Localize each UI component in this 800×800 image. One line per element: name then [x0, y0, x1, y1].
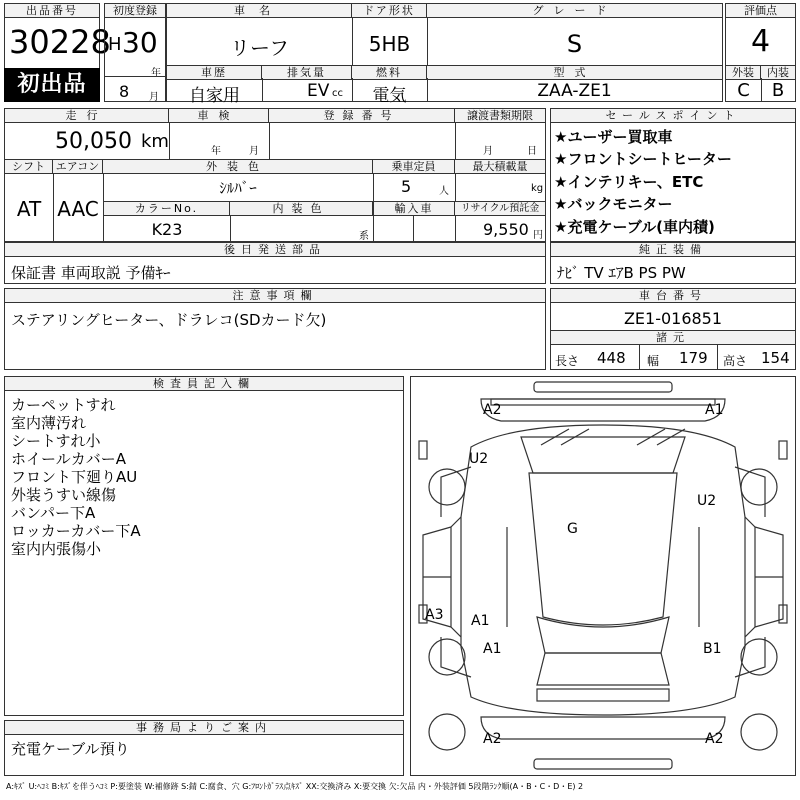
- car-name-label: 車名: [167, 4, 352, 18]
- color-no-label: カラーNo.: [104, 202, 230, 216]
- fuel: 電気: [372, 86, 407, 106]
- damage-mark: A2: [483, 402, 502, 418]
- capacity: 5: [401, 177, 412, 196]
- vehicle-details-grid: [4, 108, 546, 242]
- damage-mark: A2: [483, 731, 502, 747]
- office-label: 事務局よりご案内: [5, 721, 403, 735]
- chassis-number: ZE1-016851: [623, 309, 723, 328]
- width: 179: [679, 349, 708, 367]
- import-label: 輸入車: [374, 202, 455, 216]
- inspector-item: カーペットすれ: [11, 396, 116, 414]
- notes-text: ステアリングヒーター、ドラレコ(SDカード欠): [11, 311, 327, 329]
- score-cell: [725, 3, 796, 102]
- damage-mark: A3: [425, 607, 444, 623]
- month: 8: [119, 82, 130, 101]
- history: 自家用: [189, 86, 240, 106]
- notes-label: 注意事項欄: [5, 289, 545, 303]
- office-box: [4, 720, 404, 776]
- exterior-label: 外装: [726, 65, 761, 80]
- damage-mark: A2: [705, 731, 724, 747]
- office-text: 充電ケーブル預り: [11, 740, 130, 758]
- inspection-month-unit: 月: [249, 146, 259, 157]
- inspector-item: ホイールカバーA: [11, 450, 126, 468]
- damage-mark: G: [567, 521, 578, 537]
- sales-point-item: ★充電ケーブル(車内積): [554, 218, 715, 236]
- recycle-unit: 円: [533, 230, 543, 241]
- ext-color: ｼﾙﾊﾞｰ: [219, 179, 257, 197]
- top-info-grid: [166, 3, 723, 106]
- transfer-deadline-label: 譲渡書類期限: [455, 109, 545, 123]
- color-no: K23: [151, 220, 183, 239]
- fuel-label: 燃料: [352, 65, 427, 80]
- grade: S: [566, 30, 583, 58]
- ext-color-label: 外装色: [103, 160, 373, 174]
- ac-label: エアコン: [53, 160, 103, 174]
- registration-cell: [104, 3, 166, 102]
- inspection-label: 車検: [169, 109, 269, 123]
- sales-point-item: ★フロントシートヒーター: [554, 150, 732, 168]
- door-type: 5HB: [368, 32, 411, 56]
- load-unit: kg: [531, 183, 544, 194]
- grade-label: グレード: [427, 4, 722, 18]
- later-parts-text: 保証書 車両取説 予備ｷｰ: [11, 264, 171, 282]
- chassis-box: [550, 288, 796, 370]
- first-listing-badge: 初出品: [4, 68, 100, 102]
- inspector-label: 検査員記入欄: [5, 377, 403, 391]
- damage-mark: U2: [469, 451, 489, 467]
- chassis-label: 車台番号: [551, 289, 795, 303]
- damage-mark: B1: [703, 641, 722, 657]
- lot-number: 30228: [9, 23, 111, 61]
- sales-points-label: セールスポイント: [551, 109, 795, 123]
- equipment-box: [550, 242, 796, 284]
- damage-mark: A1: [471, 613, 490, 629]
- height-label: 高さ: [723, 354, 748, 368]
- damage-mark: A1: [483, 641, 502, 657]
- capacity-label: 乗車定員: [373, 160, 455, 174]
- capacity-unit: 人: [439, 186, 449, 197]
- model-label: 型式: [427, 65, 722, 80]
- recycle-label: リサイクル預託金: [455, 202, 545, 216]
- ac: AAC: [57, 197, 99, 221]
- car-diagram: [410, 376, 796, 776]
- transfer-day-unit: 日: [527, 146, 537, 157]
- later-parts-label: 後日発送部品: [5, 243, 545, 257]
- later-parts-box: [4, 242, 546, 284]
- displacement-label: 排気量: [262, 65, 352, 80]
- legend: A:ｷｽﾞ U:ﾍｺﾐ B:ｷｽﾞを伴うﾍｺﾐ P:要塗装 W:補修跡 S:錆 C:腐食、穴 G:ﾌﾛﾝﾄｶﾞﾗｽ点ｷｽﾞ XX:交換済み X:要交換 欠:欠品 内・外装評価 5段階ﾗﾝｸ順(A・B・C・D・E) 2: [6, 782, 584, 791]
- score-label: 評価点: [726, 4, 795, 18]
- height: 154: [761, 349, 790, 367]
- score: 4: [750, 24, 771, 59]
- mileage-label: 走行: [5, 109, 169, 123]
- int-color-unit: 系: [359, 231, 369, 242]
- inspector-item: 外装うすい線傷: [11, 486, 117, 504]
- car-diagram-svg: [411, 377, 795, 775]
- inspector-item: 室内薄汚れ: [11, 414, 87, 432]
- dims-label: 諸元: [551, 330, 795, 345]
- width-label: 幅: [647, 354, 660, 368]
- length: 448: [597, 349, 626, 367]
- sales-point-item: ★バックモニター: [554, 195, 673, 213]
- notes-box: [4, 288, 546, 370]
- max-load-label: 最大積載量: [455, 160, 545, 174]
- sales-points-box: [550, 108, 796, 242]
- sales-point-item: ★インテリキー、ETC: [554, 173, 704, 191]
- damage-mark: U2: [697, 493, 717, 509]
- shift-label: シフト: [5, 160, 53, 174]
- era: H: [108, 34, 122, 55]
- year: 30: [122, 26, 158, 59]
- car-name: リーフ: [230, 36, 289, 60]
- length-label: 長さ: [555, 354, 580, 368]
- mileage-unit: km: [141, 131, 169, 152]
- registration-label: 初度登録: [105, 4, 165, 18]
- equipment-text: ﾅﾋﾞ TV ｴｱB PS PW: [557, 264, 686, 282]
- inspection-year-unit: 年: [211, 146, 221, 157]
- transfer-month-unit: 月: [483, 146, 493, 157]
- lot-number-label: 出品番号: [5, 4, 99, 18]
- month-unit: 月: [149, 92, 159, 103]
- lot-number-cell: [4, 3, 111, 69]
- displacement-unit: cc: [332, 88, 343, 99]
- int-color-label: 内装色: [230, 202, 373, 216]
- reg-number-label: 登録番号: [269, 109, 455, 123]
- inspector-item: 室内内張傷小: [11, 540, 102, 558]
- door-label: ドア形状: [352, 4, 427, 18]
- sales-point-item: ★ユーザー買取車: [554, 128, 673, 146]
- equipment-label: 純正装備: [551, 243, 795, 257]
- history-label: 車歴: [167, 65, 262, 80]
- inspector-item: シートすれ小: [11, 432, 101, 450]
- damage-mark: A1: [705, 402, 724, 418]
- mileage: 50,050: [55, 129, 132, 154]
- displacement: EV: [307, 81, 330, 101]
- recycle-fee: 9,550: [483, 220, 529, 239]
- inspector-item: フロント下廻りAU: [11, 468, 138, 486]
- year-unit: 年: [151, 68, 161, 79]
- interior-label: 内装: [761, 65, 795, 80]
- inspector-item: バンパー下A: [11, 504, 96, 522]
- exterior-grade: C: [737, 80, 750, 101]
- model-code: ZAA-ZE1: [537, 81, 612, 101]
- inspector-item: ロッカーカバー下A: [11, 522, 141, 540]
- shift: AT: [16, 197, 42, 221]
- inspector-box: [4, 376, 404, 716]
- interior-grade: B: [771, 80, 785, 101]
